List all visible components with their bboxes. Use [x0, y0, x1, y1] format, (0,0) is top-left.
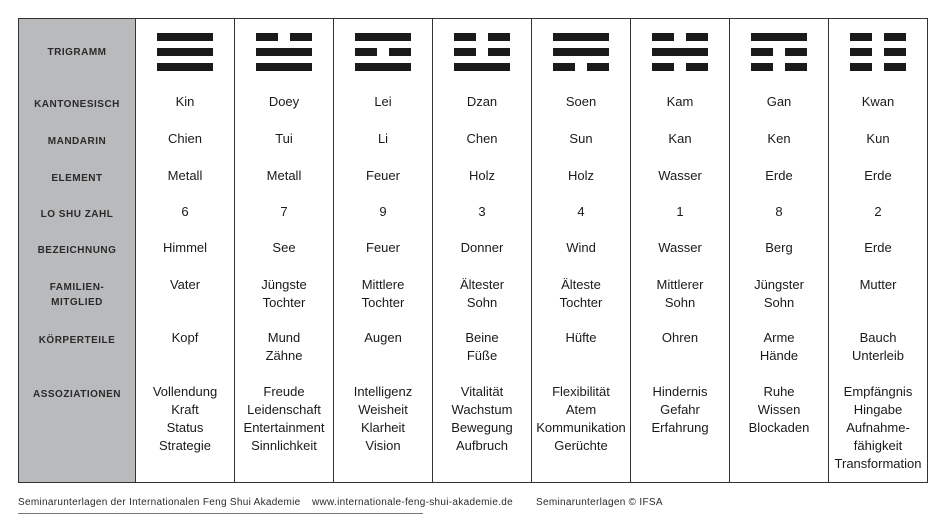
cell-line: Aufnahme-: [846, 420, 910, 435]
cell-line: Sohn: [466, 295, 498, 310]
yin-line: [553, 63, 609, 71]
trigram-cell: [630, 19, 729, 85]
yang-line: [751, 33, 807, 41]
cell-line: Jüngster: [754, 277, 804, 292]
line-segment: [488, 48, 510, 56]
cell-text: 4: [577, 204, 585, 219]
cell-line: Mutter: [859, 277, 897, 292]
cell-text: 3: [478, 204, 486, 219]
cell-koerper: [729, 321, 828, 375]
line-segment: [850, 33, 872, 41]
trigram-symbol: [850, 33, 906, 71]
line-segment: [157, 48, 213, 56]
line-segment: [884, 33, 906, 41]
cell-text: Erde: [864, 168, 892, 183]
cell-line: Hände: [759, 348, 799, 363]
cell-line: Sinnlichkeit: [251, 438, 317, 453]
cell-familie: [630, 268, 729, 321]
cell-familie: [531, 268, 630, 321]
cell-text: Chen: [466, 131, 498, 146]
cell-line: Hüfte: [565, 330, 597, 345]
cell-koerper: [531, 321, 630, 375]
trigram-symbol: [157, 33, 213, 71]
row-label-line: FAMILIEN-: [49, 282, 105, 293]
cell-text: 9: [379, 204, 387, 219]
cell-text: See: [272, 240, 296, 255]
cell-text: Kin: [175, 94, 195, 109]
cell-assoz: [828, 375, 927, 482]
cell-text: Chien: [168, 131, 202, 146]
yin-line: [355, 48, 411, 56]
footer-copyright: Seminarunterlagen © IFSA: [536, 497, 663, 508]
yin-line: [850, 33, 906, 41]
cell-line: Mittlerer: [656, 277, 704, 292]
cell-bezeichnung: [729, 231, 828, 268]
cell-line: Vision: [365, 438, 401, 453]
cell-line: Bauch: [859, 330, 897, 345]
line-segment: [884, 48, 906, 56]
yin-line: [652, 33, 708, 41]
cell-bezeichnung: [135, 231, 234, 268]
cell-assoz: [432, 375, 531, 482]
cell-text: Metall: [167, 168, 203, 183]
yang-line: [355, 33, 411, 41]
line-segment: [256, 63, 312, 71]
yang-line: [157, 63, 213, 71]
row-label-koerper: KÖRPERTEILE: [19, 321, 135, 375]
cell-line: Hindernis: [652, 384, 708, 399]
cell-line: Empfängnis: [843, 384, 913, 399]
cell-line: Leidenschaft: [247, 402, 321, 417]
cell-text: Kam: [666, 94, 694, 109]
cell-familie: [828, 268, 927, 321]
row-label-assoz: ASSOZIATIONEN: [19, 375, 135, 482]
cell-text: Berg: [765, 240, 793, 255]
yin-line: [850, 63, 906, 71]
cell-familie: [135, 268, 234, 321]
cell-line: Sohn: [664, 295, 696, 310]
cell-kantonesisch: [333, 85, 432, 122]
cell-bezeichnung: [432, 231, 531, 268]
cell-familie: [234, 268, 333, 321]
cell-text: Erde: [864, 240, 892, 255]
yin-line: [652, 63, 708, 71]
cell-text: Wasser: [658, 168, 702, 183]
line-segment: [355, 63, 411, 71]
cell-text: Wind: [566, 240, 596, 255]
cell-assoz: [630, 375, 729, 482]
cell-text: Feuer: [366, 240, 400, 255]
line-segment: [256, 48, 312, 56]
cell-line: Kommunikation: [536, 420, 626, 435]
cell-assoz: [135, 375, 234, 482]
line-segment: [553, 48, 609, 56]
row-label-line: MITGLIED: [51, 297, 103, 308]
cell-text: Doey: [268, 94, 300, 109]
cell-assoz: [729, 375, 828, 482]
line-segment: [686, 33, 708, 41]
cell-koerper: [432, 321, 531, 375]
trigram-table: [18, 18, 928, 483]
cell-loshu: [729, 195, 828, 231]
cell-line: Unterleib: [851, 348, 905, 363]
footer-website[interactable]: www.internationale-feng-shui-akademie.de: [312, 497, 513, 508]
cell-mandarin: [234, 122, 333, 159]
cell-bezeichnung: [828, 231, 927, 268]
line-segment: [652, 48, 708, 56]
cell-line: Tochter: [559, 295, 603, 310]
trigram-cell: [432, 19, 531, 85]
cell-line: Vollendung: [152, 384, 218, 399]
cell-line: Erfahrung: [651, 420, 709, 435]
cell-line: Ohren: [661, 330, 699, 345]
cell-kantonesisch: [828, 85, 927, 122]
cell-element: [234, 159, 333, 195]
line-segment: [652, 63, 674, 71]
cell-line: Kopf: [171, 330, 199, 345]
cell-element: [135, 159, 234, 195]
cell-line: Sohn: [763, 295, 795, 310]
trigram-cell: [135, 19, 234, 85]
cell-line: Intelligenz: [353, 384, 413, 399]
cell-text: 6: [181, 204, 189, 219]
cell-line: Vitalität: [460, 384, 504, 399]
trigram-cell: [828, 19, 927, 85]
cell-text: Donner: [460, 240, 504, 255]
trigram-cell: [531, 19, 630, 85]
cell-text: Sun: [569, 131, 593, 146]
line-segment: [454, 48, 476, 56]
cell-text: Ken: [767, 131, 791, 146]
cell-line: Aufbruch: [455, 438, 509, 453]
cell-text: 2: [874, 204, 882, 219]
cell-loshu: [531, 195, 630, 231]
yang-line: [553, 48, 609, 56]
line-segment: [157, 33, 213, 41]
line-segment: [587, 63, 609, 71]
trigram-symbol: [553, 33, 609, 71]
cell-mandarin: [135, 122, 234, 159]
yin-line: [256, 33, 312, 41]
cell-line: Tochter: [361, 295, 405, 310]
trigram-cell: [234, 19, 333, 85]
cell-line: Blockaden: [748, 420, 810, 435]
cell-text: 1: [676, 204, 684, 219]
cell-text: 8: [775, 204, 783, 219]
cell-text: Holz: [567, 168, 594, 183]
cell-line: Gefahr: [660, 402, 700, 417]
cell-line: Ältester: [459, 277, 505, 292]
cell-loshu: [630, 195, 729, 231]
cell-loshu: [432, 195, 531, 231]
cell-line: Hingabe: [853, 402, 903, 417]
row-label-loshu: LO SHU ZAHL: [19, 195, 135, 231]
yin-line: [751, 48, 807, 56]
line-segment: [884, 63, 906, 71]
cell-koerper: [828, 321, 927, 375]
trigram-symbol: [751, 33, 807, 71]
line-segment: [785, 48, 807, 56]
cell-bezeichnung: [333, 231, 432, 268]
cell-text: Kan: [668, 131, 692, 146]
trigram-symbol: [256, 33, 312, 71]
line-segment: [751, 48, 773, 56]
cell-line: Status: [166, 420, 204, 435]
yang-line: [256, 63, 312, 71]
cell-assoz: [234, 375, 333, 482]
yin-line: [751, 63, 807, 71]
cell-bezeichnung: [234, 231, 333, 268]
cell-line: Atem: [565, 402, 597, 417]
cell-line: Ruhe: [763, 384, 795, 399]
cell-line: Transformation: [834, 456, 922, 471]
line-segment: [751, 33, 807, 41]
cell-mandarin: [531, 122, 630, 159]
cell-text: Lei: [374, 94, 392, 109]
trigram-symbol: [652, 33, 708, 71]
cell-line: Zähne: [265, 348, 303, 363]
cell-line: Älteste: [561, 277, 601, 292]
cell-line: Kraft: [171, 402, 199, 417]
yin-line: [454, 48, 510, 56]
page-footer: [18, 497, 928, 513]
yang-line: [355, 63, 411, 71]
cell-familie: [333, 268, 432, 321]
line-segment: [488, 33, 510, 41]
cell-kantonesisch: [531, 85, 630, 122]
cell-kantonesisch: [630, 85, 729, 122]
cell-line: Wachstum: [451, 402, 513, 417]
cell-line: Vater: [169, 277, 201, 292]
cell-mandarin: [333, 122, 432, 159]
line-segment: [850, 48, 872, 56]
cell-line: Augen: [364, 330, 402, 345]
cell-line: Arme: [763, 330, 795, 345]
line-segment: [256, 33, 278, 41]
cell-loshu: [333, 195, 432, 231]
line-segment: [157, 63, 213, 71]
line-segment: [850, 63, 872, 71]
cell-kantonesisch: [135, 85, 234, 122]
cell-element: [432, 159, 531, 195]
cell-loshu: [135, 195, 234, 231]
yang-line: [157, 33, 213, 41]
trigram-cell: [729, 19, 828, 85]
line-segment: [454, 63, 510, 71]
cell-text: Dzan: [466, 94, 498, 109]
cell-element: [729, 159, 828, 195]
cell-line: Klarheit: [360, 420, 406, 435]
yang-line: [256, 48, 312, 56]
cell-loshu: [234, 195, 333, 231]
cell-element: [333, 159, 432, 195]
cell-text: 7: [280, 204, 288, 219]
cell-mandarin: [630, 122, 729, 159]
cell-line: Weisheit: [358, 402, 408, 417]
yang-line: [454, 63, 510, 71]
line-segment: [290, 33, 312, 41]
cell-text: Feuer: [366, 168, 400, 183]
trigram-symbol: [454, 33, 510, 71]
yin-line: [850, 48, 906, 56]
line-segment: [751, 63, 773, 71]
row-label-mandarin: MANDARIN: [19, 122, 135, 159]
cell-assoz: [531, 375, 630, 482]
trigram-cell: [333, 19, 432, 85]
cell-koerper: [234, 321, 333, 375]
cell-text: Erde: [765, 168, 793, 183]
cell-line: Entertainment: [243, 420, 325, 435]
row-label-trigramm: TRIGRAMM: [19, 19, 135, 85]
row-label-familie: [19, 268, 135, 321]
cell-text: Li: [377, 131, 389, 146]
cell-line: Tochter: [262, 295, 306, 310]
trigram-symbol: [355, 33, 411, 71]
cell-line: Mund: [267, 330, 301, 345]
cell-line: Mittlere: [361, 277, 405, 292]
row-label-kantonesisch: KANTONESISCH: [19, 85, 135, 122]
cell-text: Holz: [468, 168, 495, 183]
cell-kantonesisch: [234, 85, 333, 122]
cell-text: Kun: [866, 131, 890, 146]
cell-bezeichnung: [531, 231, 630, 268]
cell-koerper: [333, 321, 432, 375]
yang-line: [157, 48, 213, 56]
cell-text: Wasser: [658, 240, 702, 255]
cell-kantonesisch: [432, 85, 531, 122]
line-segment: [553, 63, 575, 71]
cell-line: Jüngste: [261, 277, 307, 292]
cell-text: Tui: [275, 131, 293, 146]
cell-line: Beine: [465, 330, 499, 345]
cell-familie: [729, 268, 828, 321]
cell-text: Himmel: [162, 240, 208, 255]
cell-line: Bewegung: [451, 420, 513, 435]
cell-line: fähigkeit: [853, 438, 903, 453]
cell-element: [630, 159, 729, 195]
yang-line: [652, 48, 708, 56]
cell-text: Soen: [565, 94, 597, 109]
line-segment: [652, 33, 674, 41]
line-segment: [355, 48, 377, 56]
cell-mandarin: [828, 122, 927, 159]
cell-element: [828, 159, 927, 195]
cell-line: Flexibilität: [552, 384, 610, 399]
line-segment: [355, 33, 411, 41]
line-segment: [454, 33, 476, 41]
cell-text: Kwan: [861, 94, 895, 109]
cell-mandarin: [432, 122, 531, 159]
cell-loshu: [828, 195, 927, 231]
cell-familie: [432, 268, 531, 321]
line-segment: [686, 63, 708, 71]
cell-koerper: [135, 321, 234, 375]
cell-text: Gan: [766, 94, 792, 109]
line-segment: [389, 48, 411, 56]
cell-element: [531, 159, 630, 195]
cell-koerper: [630, 321, 729, 375]
line-segment: [553, 33, 609, 41]
cell-kantonesisch: [729, 85, 828, 122]
cell-text: Metall: [266, 168, 302, 183]
row-label-bezeichnung: BEZEICHNUNG: [19, 231, 135, 268]
cell-line: Gerüchte: [554, 438, 608, 453]
cell-line: Freude: [263, 384, 305, 399]
cell-line: Strategie: [158, 438, 212, 453]
line-segment: [785, 63, 807, 71]
row-label-element: ELEMENT: [19, 159, 135, 195]
yang-line: [553, 33, 609, 41]
cell-assoz: [333, 375, 432, 482]
cell-line: Wissen: [757, 402, 801, 417]
cell-mandarin: [729, 122, 828, 159]
cell-line: Füße: [466, 348, 498, 363]
cell-bezeichnung: [630, 231, 729, 268]
footer-left-text: Seminarunterlagen der Internationalen Feng Shui Akademie: [18, 497, 301, 508]
yin-line: [454, 33, 510, 41]
footer-rule: [18, 513, 423, 514]
